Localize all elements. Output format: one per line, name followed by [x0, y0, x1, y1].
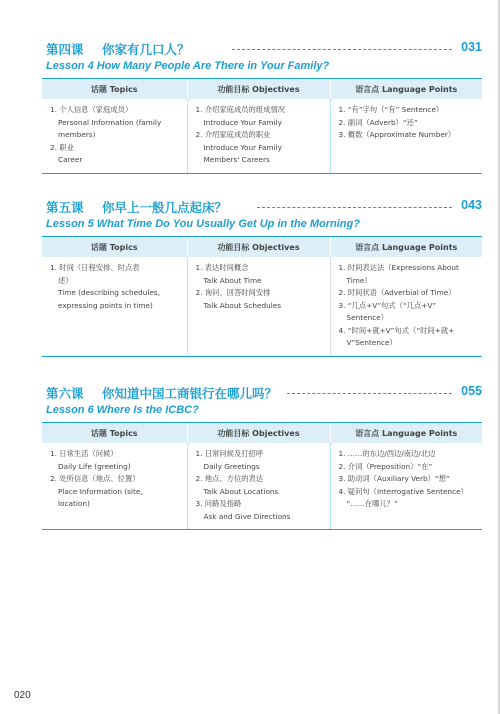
- page-number: 020: [14, 690, 31, 701]
- lesson-title-cn: 你知道中国工商银行在哪儿吗？: [102, 386, 278, 401]
- lesson-number-cn: 第六课: [46, 386, 84, 401]
- cell-line: 3. 助动词（Auxiliary Verb）“想”: [338, 474, 450, 483]
- cell-line: 3. 问路及指路: [195, 499, 242, 508]
- cell-line: 1. 时间表达法（Expressions About: [338, 263, 459, 272]
- header-topics: 话题 Topics: [42, 79, 187, 100]
- topics-cell: [42, 443, 187, 530]
- cell-line: 1. 日常问候及打招呼: [195, 449, 264, 458]
- table-header-row: [42, 79, 482, 100]
- language-points-cell: [330, 443, 482, 530]
- cell-line: 1. 介绍家庭成员的组成情况: [195, 105, 286, 114]
- cell-line: Ask and Give Directions: [203, 511, 291, 521]
- table-row: [42, 257, 482, 356]
- objectives-cell: [187, 443, 330, 530]
- lesson-4-block: [42, 40, 482, 164]
- objectives-cell: [187, 99, 330, 173]
- lesson-number-cn: 第五课: [46, 200, 84, 215]
- cell-line: Talk About Time: [203, 275, 262, 285]
- cell-line: 2. 处所信息（地点、位置）: [50, 474, 140, 483]
- cell-line: 2. 职业: [50, 142, 74, 152]
- lesson-5-block: [42, 198, 482, 347]
- cell-line: 1. 时间（日程安排、时点表: [50, 263, 140, 272]
- cell-line: Talk About Locations: [203, 486, 279, 496]
- language-points-cell: [330, 99, 482, 173]
- topics-cell: [42, 99, 187, 173]
- lesson-title-cn: 你早上一般几点起床？: [102, 200, 228, 215]
- cell-line: Members' Careers: [203, 155, 270, 164]
- cell-line: 1. 个人信息（家庭成员）: [50, 105, 133, 114]
- cell-line: Talk About Schedules: [203, 300, 282, 310]
- cell-line: 1. 日常生活（问候）: [50, 449, 118, 458]
- cell-line: Introduce Your Family: [203, 117, 282, 127]
- cell-line: 3. 概数（Approximate Number）: [338, 130, 456, 139]
- cell-line: Daily Greetings: [203, 461, 260, 471]
- cell-line: 2. 介词（Preposition）“在”: [338, 461, 433, 471]
- header-topics: 话题 Topics: [42, 423, 187, 444]
- objectives-table: [42, 78, 482, 174]
- page-reference[interactable]: 031: [461, 40, 482, 54]
- cell-line: 2. 询问、回答时间安排: [195, 288, 271, 297]
- cell-line: 1. 表达时间概念: [195, 263, 249, 272]
- cell-line: 4. “时间+就+V”句式（“时间+就+: [338, 325, 455, 335]
- topics-cell: [42, 257, 187, 356]
- header-topics: 话题 Topics: [42, 237, 187, 258]
- cell-line: “……在哪儿？”: [346, 499, 398, 508]
- language-points-cell: [330, 257, 482, 356]
- lesson-title-en: Lesson 5 What Time Do You Usually Get Up in the Morning?: [46, 218, 360, 230]
- table-header-row: [42, 423, 482, 444]
- lesson-title-en: Lesson 4 How Many People Are There in Your Family?: [46, 60, 330, 72]
- objectives-table: [42, 422, 482, 530]
- cell-line: 2. 介绍家庭成员的职业: [195, 130, 271, 139]
- leader-dots: [287, 393, 452, 394]
- header-language-points: 语言点 Language Points: [330, 237, 482, 258]
- cell-line: 述）: [58, 275, 73, 285]
- lesson-number-cn: 第四课: [46, 42, 84, 57]
- header-objectives: 功能目标 Objectives: [187, 237, 330, 258]
- cell-line: 4. 疑问句（Interrogative Sentence）: [338, 486, 468, 496]
- lesson-6-block: [42, 384, 482, 521]
- cell-line: Place Information (site,: [58, 486, 143, 496]
- header-language-points: 语言点 Language Points: [330, 423, 482, 444]
- page-reference[interactable]: 055: [461, 384, 482, 398]
- cell-line: Time (describing schedules,: [58, 288, 161, 297]
- lesson-heading: [42, 198, 482, 216]
- cell-line: 1. “有”字句（“有” Sentence）: [338, 105, 444, 114]
- cell-line: Introduce Your Family: [203, 142, 282, 152]
- leader-dots: [232, 49, 452, 50]
- cell-line: 2. 地点、方位的表达: [195, 474, 264, 483]
- header-objectives: 功能目标 Objectives: [187, 423, 330, 444]
- cell-line: 2. 时间状语（Adverbial of Time）: [338, 288, 456, 297]
- page-reference[interactable]: 043: [461, 198, 482, 212]
- cell-line: 1. ……的东边/西边/南边/北边: [338, 449, 436, 458]
- header-objectives: 功能目标 Objectives: [187, 79, 330, 100]
- lesson-heading: [42, 384, 482, 402]
- table-row: [42, 443, 482, 530]
- table-header-row: [42, 237, 482, 258]
- cell-line: Time）: [346, 275, 372, 285]
- cell-line: Daily Life (greeting): [58, 461, 131, 471]
- cell-line: 2. 副词（Adverb）“还”: [338, 117, 418, 127]
- lesson-title-cn: 你家有几口人？: [102, 42, 190, 57]
- cell-line: Personal Information (family: [58, 117, 162, 127]
- header-language-points: 语言点 Language Points: [330, 79, 482, 100]
- objectives-cell: [187, 257, 330, 356]
- cell-line: Sentence）: [346, 313, 389, 322]
- lesson-heading: [42, 40, 482, 58]
- lesson-title-en: Lesson 6 Where Is the ICBC?: [46, 404, 199, 416]
- leader-dots: [257, 207, 452, 208]
- cell-line: expressing points in time): [58, 300, 153, 310]
- objectives-table: [42, 236, 482, 357]
- cell-line: Career: [58, 155, 83, 164]
- table-row: [42, 99, 482, 173]
- cell-line: V”Sentence）: [346, 338, 397, 347]
- cell-line: members): [58, 130, 96, 139]
- cell-line: location): [58, 499, 90, 508]
- cell-line: 3. “几点+V”句式（“几点+V”: [338, 300, 437, 310]
